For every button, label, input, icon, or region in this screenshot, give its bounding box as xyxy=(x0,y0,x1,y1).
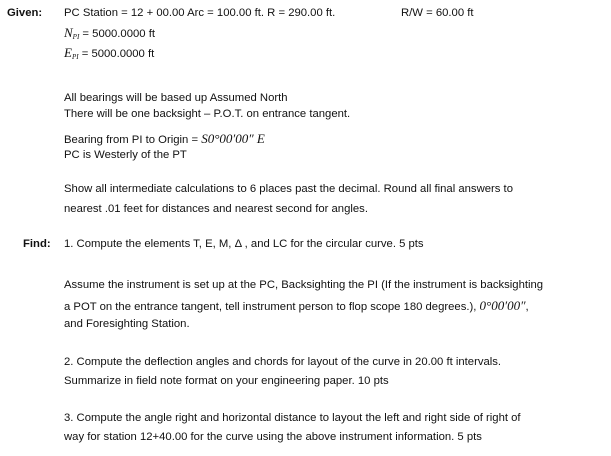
assume-line-1: Assume the instrument is set up at the PC, Backsighting the PI (If the instrument is backsighting xyxy=(64,279,544,291)
easting-subscript: PI xyxy=(71,53,79,61)
given-pc-station-line: PC Station = 12 + 00.00 Arc = 100.00 ft. R = 290.00 ft. xyxy=(64,7,336,19)
show-calc-line-1: Show all intermediate calculations to 6 places past the decimal. Round all final answers to xyxy=(64,183,513,195)
northing-value: = 5000.0000 ft xyxy=(82,28,155,40)
easting-value: = 5000.0000 ft xyxy=(81,48,155,60)
show-calc-line-2: nearest .01 feet for distances and nearest second for angles. xyxy=(64,203,368,215)
assume-line-2-comma: , xyxy=(525,301,529,313)
assume-line-2 xyxy=(64,298,529,315)
note-backsight: There will be one backsight – P.O.T. on entrance tangent. xyxy=(64,108,351,120)
find-label: Find: xyxy=(23,238,51,250)
note-pc-westerly: PC is Westerly of the PT xyxy=(64,149,187,161)
assume-line-3: and Foresighting Station. xyxy=(64,318,190,330)
assume-angle: 0°00′00″ xyxy=(479,298,526,313)
note-bearing xyxy=(64,131,265,148)
given-northing xyxy=(64,25,155,42)
given-label: Given: xyxy=(7,7,43,19)
note-assumed-north: All bearings will be based up Assumed North xyxy=(64,92,288,104)
question-2-line-2: Summarize in field note format on your engineering paper. 10 pts xyxy=(64,375,389,387)
given-rw: R/W = 60.00 ft xyxy=(401,7,474,19)
question-3-line-2: way for station 12+40.00 for the curve using the above instrument information. 5 pts xyxy=(64,431,482,443)
question-3-line-1: 3. Compute the angle right and horizontal distance to layout the left and right side of right of xyxy=(64,412,521,424)
northing-symbol: N xyxy=(64,25,73,40)
question-2-line-1: 2. Compute the deflection angles and chords for layout of the curve in 20.00 ft intervals. xyxy=(64,356,502,368)
question-1: 1. Compute the elements T, E, M, Δ , and LC for the circular curve. 5 pts xyxy=(64,238,424,250)
assume-line-2-text: a POT on the entrance tangent, tell instrument person to flop scope 180 degrees.), xyxy=(64,301,477,313)
bearing-value: S0°00′00″ E xyxy=(201,131,265,146)
easting-symbol: E xyxy=(64,45,72,60)
given-easting xyxy=(64,45,154,62)
bearing-label: Bearing from PI to Origin = xyxy=(64,134,202,146)
northing-subscript: PI xyxy=(72,33,80,41)
